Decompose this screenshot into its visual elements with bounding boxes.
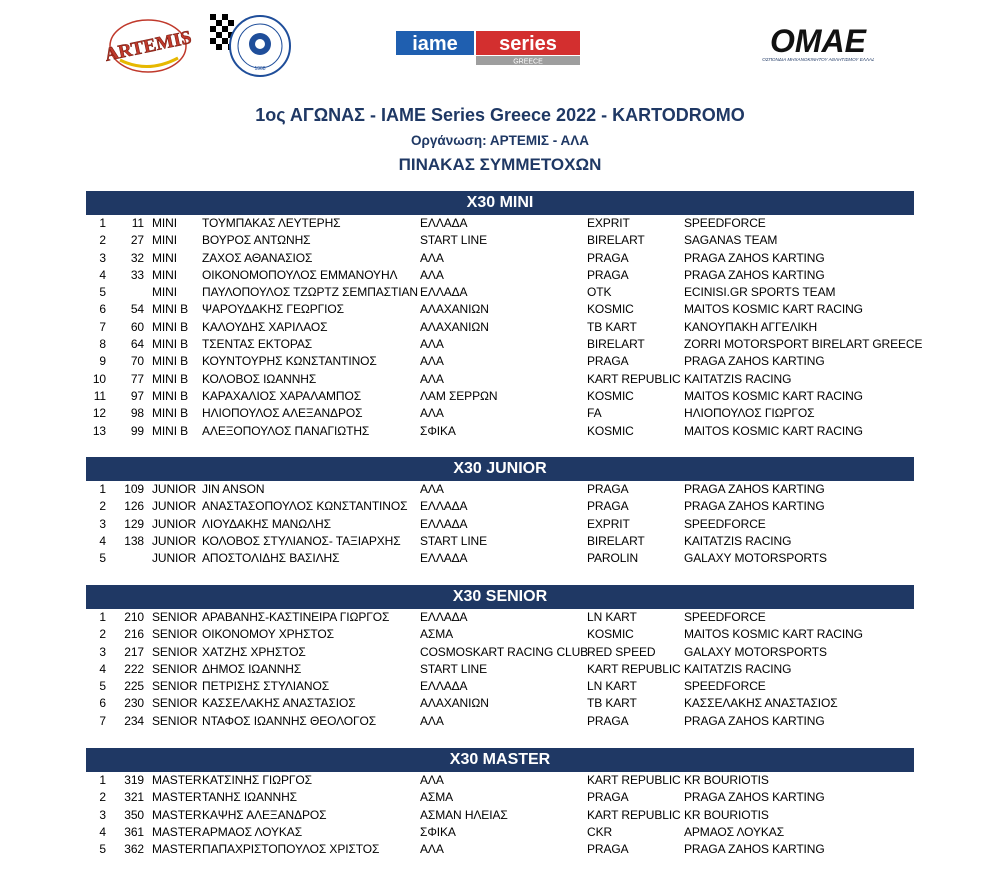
cell-chassis: KOSMIC [587,627,634,642]
cell-licence: ΑΛΑ [420,371,444,386]
cell-chassis: PAROLIN [587,551,639,566]
cell-class: SENIOR [152,627,198,642]
cell-chassis: EXPRIT [587,216,630,230]
table-row [86,353,914,370]
cell-chassis: PRAGA [587,250,629,265]
cell-chassis: KART REPUBLIC [587,371,681,386]
table-row [86,498,914,515]
cell-driver-name: ΗΛΙΟΠΟΥΛΟΣ ΑΛΕΞΑΝΔΡΟΣ [202,406,363,421]
table-row [86,405,914,422]
table-row [86,267,914,284]
cell-team: MAITOS KOSMIC KART RACING [684,627,863,642]
cell-race-number: 54 [130,302,144,317]
cell-class: MINI B [152,337,189,352]
cell-licence: ΑΛΑΧΑΝΙΩΝ [420,302,489,317]
cell-licence: ΕΛΛΑΔΑ [420,551,468,566]
cell-race-number: 97 [130,388,144,403]
cell-team: ECINISI.GR SPORTS TEAM [684,285,836,300]
cell-team: ΗΛΙΟΠΟΥΛΟΣ ΓΙΩΡΓΟΣ [684,406,815,421]
section-header: X30 MASTER [86,748,914,772]
cell-chassis: KOSMIC [587,423,634,438]
cell-race-number: 60 [130,319,144,334]
cell-chassis: PRAGA [587,354,629,369]
cell-class: SENIOR [152,661,198,676]
cell-race-number: 109 [124,482,144,496]
section-header: X30 SENIOR [86,585,914,609]
cell-race-number: 225 [124,679,144,694]
cell-driver-name: ΚΑΣΣΕΛΑΚΗΣ ΑΝΑΣΤΑΣΙΟΣ [202,696,356,711]
cell-driver-name: ΠΑΠΑΧΡΙΣΤΟΠΟΥΛΟΣ ΧΡΙΣΤΟΣ [202,842,380,857]
omae-logo [762,20,874,70]
table-row [86,371,914,388]
cell-licence: COSMOSKART RACING CLUB [420,644,589,659]
table-row [86,609,914,626]
section-x30-master [86,748,914,858]
cell-class: MASTER [152,842,202,857]
cell-position: 5 [99,285,106,300]
cell-chassis: BIRELART [587,533,645,548]
cell-driver-name: ΚΑΡΑΧΑΛΙΟΣ ΧΑΡΑΛΑΜΠΟΣ [202,388,362,403]
cell-team: SPEEDFORCE [684,216,766,230]
section-x30-junior [86,457,914,567]
cell-position: 3 [99,807,106,822]
cell-licence: ΑΛΑΧΑΝΙΩΝ [420,319,489,334]
cell-position: 1 [99,610,106,624]
cell-chassis: KOSMIC [587,302,634,317]
table-row [86,533,914,550]
cell-class: MINI [152,216,177,230]
svg-text:1968: 1968 [254,66,266,72]
cell-licence: ΑΣΜΑ [420,627,454,642]
cell-position: 11 [93,388,106,403]
cell-licence: START LINE [420,233,488,248]
cell-team: KAITATZIS RACING [684,533,792,548]
cell-team: PRAGA ZAHOS KARTING [684,790,825,805]
cell-chassis: KART REPUBLIC [587,807,681,822]
cell-position: 6 [99,696,106,711]
cell-race-number: 77 [130,371,144,386]
cell-driver-name: ΑΡΜΑΟΣ ΛΟΥΚΑΣ [202,824,303,839]
cell-chassis: PRAGA [587,482,629,496]
table-row [86,772,914,789]
cell-position: 4 [99,533,106,548]
cell-position: 1 [99,482,106,496]
cell-position: 5 [99,679,106,694]
table-row [86,284,914,301]
cell-race-number: 98 [130,406,144,421]
cell-licence: ΣΦΙΚΑ [420,824,456,839]
cell-team: MAITOS KOSMIC KART RACING [684,388,863,403]
svg-text:ARTEMIS: ARTEMIS [102,27,194,66]
cell-driver-name: ΑΝΑΣΤΑΣΟΠΟΥΛΟΣ ΚΩΝΣΤΑΝΤΙΝΟΣ [202,499,408,514]
cell-team: ΚΑΣΣΕΛΑΚΗΣ ΑΝΑΣΤΑΣΙΟΣ [684,696,838,711]
cell-race-number: 27 [130,233,144,248]
svg-text:GREECE: GREECE [513,58,543,66]
cell-licence: ΑΛΑ [420,713,444,728]
cell-class: MASTER [152,807,202,822]
cell-team: SPEEDFORCE [684,610,766,624]
cell-team: MAITOS KOSMIC KART RACING [684,302,863,317]
cell-race-number: 216 [124,627,144,642]
section-x30-senior [86,585,914,730]
cell-licence: ΕΛΛΑΔΑ [420,216,468,230]
cell-class: SENIOR [152,713,198,728]
cell-team: PRAGA ZAHOS KARTING [684,354,825,369]
cell-class: JUNIOR [152,551,197,566]
cell-class: MINI B [152,406,189,421]
cell-race-number: 234 [124,713,144,728]
cell-position: 8 [99,337,106,352]
cell-driver-name: ΟΙΚΟΝΟΜΟΥ ΧΡΗΣΤΟΣ [202,627,334,642]
cell-race-number: 362 [124,842,144,857]
table-row [86,301,914,318]
cell-class: MASTER [152,824,202,839]
cell-position: 10 [92,371,106,386]
cell-class: SENIOR [152,644,198,659]
cell-chassis: LN KART [587,679,637,694]
cell-position: 13 [92,423,106,438]
cell-chassis: PRAGA [587,267,629,282]
cell-team: PRAGA ZAHOS KARTING [684,267,825,282]
table-row [86,423,914,440]
cell-position: 9 [99,354,106,369]
cell-chassis: PRAGA [587,790,629,805]
table-row [86,319,914,336]
cell-class: SENIOR [152,610,198,624]
cell-class: SENIOR [152,696,198,711]
cell-driver-name: ΧΑΤΖΗΣ ΧΡΗΣΤΟΣ [202,644,306,659]
cell-driver-name: ΚΟΥΝΤΟΥΡΗΣ ΚΩΝΣΤΑΝΤΙΝΟΣ [202,354,377,369]
entry-list-title: ΠΙΝΑΚΑΣ ΣΥΜΜΕΤΟΧΩΝ [398,155,602,174]
cell-driver-name: ΨΑΡΟΥΔΑΚΗΣ ΓΕΩΡΓΙΟΣ [202,302,344,317]
cell-team: KAITATZIS RACING [684,371,792,386]
cell-team: KR BOURIOTIS [684,807,769,822]
cell-licence: ΕΛΛΑΔΑ [420,285,468,300]
cell-race-number: 32 [130,250,144,265]
cell-class: MINI B [152,371,189,386]
table-row [86,841,914,858]
cell-class: MINI B [152,388,189,403]
cell-licence: ΑΛΑ [420,354,444,369]
cell-position: 6 [99,302,106,317]
cell-class: MINI B [152,302,189,317]
cell-licence: ΑΛΑ [420,482,444,496]
cell-position: 2 [99,790,106,805]
cell-chassis: FA [587,406,602,421]
cell-team: PRAGA ZAHOS KARTING [684,842,825,857]
cell-team: KAITATZIS RACING [684,661,792,676]
table-row [86,644,914,661]
cell-driver-name: ΝΤΑΦΟΣ ΙΩΑΝΝΗΣ ΘΕΟΛΟΓΟΣ [202,713,377,728]
cell-class: MASTER [152,773,202,787]
cell-driver-name: ΠΕΤΡΙΣΗΣ ΣΤΥΛΙΑΝΟΣ [202,679,330,694]
cell-team: GALAXY MOTORSPORTS [684,551,827,566]
cell-race-number: 210 [124,610,144,624]
cell-driver-name: ΤΑΝΗΣ ΙΩΑΝΝΗΣ [202,790,297,805]
svg-text:OMAE: OMAE [770,23,866,59]
cell-race-number: 129 [124,516,144,531]
cell-driver-name: ΚΑΛΟΥΔΗΣ ΧΑΡΙΛΑΟΣ [202,319,328,334]
artemis-logo [100,16,196,76]
cell-team: KR BOURIOTIS [684,773,769,787]
cell-licence: ΛΑΜ ΣΕΡΡΩΝ [420,388,498,403]
cell-race-number: 70 [130,354,144,369]
cell-licence: ΣΦΙΚΑ [420,423,456,438]
cell-class: JUNIOR [152,533,197,548]
cell-driver-name: ΚΟΛΟΒΟΣ ΙΩΑΝΝΗΣ [202,371,317,386]
cell-team: ΚΑΝΟΥΠΑΚΗ ΑΓΓΕΛΙΚΗ [684,319,818,334]
cell-race-number: 361 [124,824,144,839]
iame-series-logo [396,27,580,67]
cell-team: SPEEDFORCE [684,679,766,694]
cell-position: 7 [99,713,106,728]
cell-chassis: BIRELART [587,233,645,248]
cell-chassis: TB KART [587,319,637,334]
cell-licence: ΑΛΑΧΑΝΙΩΝ [420,696,489,711]
table-row [86,789,914,806]
cell-race-number: 138 [124,533,144,548]
table-row [86,481,914,498]
table-row [86,807,914,824]
cell-race-number: 33 [130,267,144,282]
cell-licence: ΑΣΜΑ [420,790,454,805]
cell-position: 3 [99,644,106,659]
cell-race-number: 350 [124,807,144,822]
cell-licence: ΑΛΑ [420,773,444,787]
svg-text:series: series [499,33,557,55]
section-header: X30 JUNIOR [86,457,914,481]
table-row [86,232,914,249]
cell-chassis: PRAGA [587,713,629,728]
organizer-line: Οργάνωση: ΑΡΤΕΜΙΣ - ΑΛΑ [411,133,589,148]
cell-class: MINI B [152,354,189,369]
cell-class: JUNIOR [152,516,197,531]
cell-position: 5 [99,551,106,566]
cell-licence: ΑΣΜΑΝ ΗΛΕΙΑΣ [420,807,508,822]
table-row [86,215,914,232]
cell-position: 2 [99,499,106,514]
event-title: 1ος ΑΓΩΝΑΣ - IAME Series Greece 2022 - KARTODROMO [255,105,745,125]
table-row [86,678,914,695]
table-row [86,388,914,405]
cell-chassis: PRAGA [587,842,629,857]
cell-position: 4 [99,824,106,839]
cell-position: 2 [99,233,106,248]
table-row [86,626,914,643]
cell-licence: ΑΛΑ [420,842,444,857]
cell-team: PRAGA ZAHOS KARTING [684,713,825,728]
cell-licence: ΑΛΑ [420,406,444,421]
cell-driver-name: ΑΡΑΒΑΝΗΣ-ΚΑΣΤΙΝΕΙΡΑ ΓΙΩΡΓΟΣ [202,610,390,624]
cell-team: PRAGA ZAHOS KARTING [684,482,825,496]
cell-driver-name: ΤΟΥΜΠΑΚΑΣ ΛΕΥΤΕΡΗΣ [202,216,341,230]
cell-driver-name: ΚΑΤΣΙΝΗΣ ΓΙΩΡΓΟΣ [202,773,312,787]
cell-race-number: 64 [130,337,144,352]
cell-licence: START LINE [420,661,488,676]
cell-chassis: TB KART [587,696,637,711]
cell-race-number: 321 [124,790,144,805]
cell-position: 2 [99,627,106,642]
cell-race-number: 126 [124,499,144,514]
cell-driver-name: JIN ANSON [202,482,265,496]
cell-licence: ΑΛΑ [420,267,444,282]
table-row [86,550,914,567]
ala-club-logo [208,10,296,82]
cell-class: MINI [152,267,177,282]
cell-driver-name: ΠΑΥΛΟΠΟΥΛΟΣ ΤΖΩΡΤΖ ΣΕΜΠΑΣΤΙΑΝ [202,285,418,300]
cell-position: 5 [99,842,106,857]
cell-chassis: PRAGA [587,499,629,514]
cell-driver-name: ΚΑΨΗΣ ΑΛΕΞΑΝΔΡΟΣ [202,807,327,822]
cell-race-number: 319 [124,773,144,787]
cell-position: 4 [99,267,106,282]
cell-team: MAITOS KOSMIC KART RACING [684,423,863,438]
cell-driver-name: ΛΙΟΥΔΑΚΗΣ ΜΑΝΩΛΗΣ [202,516,331,531]
cell-driver-name: ΑΠΟΣΤΟΛΙΔΗΣ ΒΑΣΙΛΗΣ [202,551,340,566]
cell-race-number: 11 [131,216,144,230]
cell-chassis: LN KART [587,610,637,624]
cell-licence: ΕΛΛΑΔΑ [420,499,468,514]
cell-licence: ΑΛΑ [420,337,444,352]
cell-driver-name: ΤΣΕΝΤΑΣ ΕΚΤΟΡΑΣ [202,337,313,352]
cell-race-number: 217 [124,644,144,659]
cell-driver-name: ΟΙΚΟΝΟΜΟΠΟΥΛΟΣ ΕΜΜΑΝΟΥΗΛ [202,267,398,282]
cell-class: MINI [152,285,177,300]
cell-position: 1 [99,216,106,230]
cell-position: 4 [99,661,106,676]
cell-class: MINI B [152,423,189,438]
cell-chassis: OTK [587,285,612,300]
cell-position: 7 [99,319,106,334]
cell-class: MINI [152,233,177,248]
cell-chassis: KOSMIC [587,388,634,403]
cell-position: 3 [99,516,106,531]
table-row [86,695,914,712]
cell-class: MINI [152,250,177,265]
section-x30-mini [86,191,923,440]
cell-team: PRAGA ZAHOS KARTING [684,250,825,265]
cell-team: PRAGA ZAHOS KARTING [684,499,825,514]
cell-licence: ΑΛΑ [420,250,444,265]
cell-driver-name: ΒΟΥΡΟΣ ΑΝΤΩΝΗΣ [202,233,311,248]
cell-position: 3 [99,250,106,265]
svg-text:iame: iame [412,33,458,55]
cell-chassis: KART REPUBLIC [587,773,681,787]
cell-class: JUNIOR [152,482,197,496]
cell-class: MASTER [152,790,202,805]
cell-chassis: EXPRIT [587,516,630,531]
cell-driver-name: ΚΟΛΟΒΟΣ ΣΤΥΛΙΑΝΟΣ- ΤΑΞΙΑΡΧΗΣ [202,533,401,548]
cell-race-number: 99 [130,423,144,438]
section-header: X30 MINI [86,191,914,215]
cell-driver-name: ΑΛΕΞΟΠΟΥΛΟΣ ΠΑΝΑΓΙΩΤΗΣ [202,423,370,438]
cell-driver-name: ΖΑΧΟΣ ΑΘΑΝΑΣΙΟΣ [202,250,313,265]
cell-team: ΑΡΜΑΟΣ ΛΟΥΚΑΣ [684,824,785,839]
cell-chassis: CKR [587,824,613,839]
cell-team: ZORRI MOTORSPORT BIRELART GREECE [684,337,923,352]
cell-chassis: KART REPUBLIC [587,661,681,676]
cell-chassis: RED SPEED [587,644,656,659]
table-row [86,661,914,678]
cell-class: MINI B [152,319,189,334]
cell-team: SAGANAS TEAM [684,233,778,248]
cell-driver-name: ΔΗΜΟΣ ΙΩΑΝΝΗΣ [202,661,302,676]
cell-class: SENIOR [152,679,198,694]
table-row [86,336,923,353]
cell-licence: ΕΛΛΑΔΑ [420,610,468,624]
cell-team: GALAXY MOTORSPORTS [684,644,827,659]
cell-chassis: BIRELART [587,337,645,352]
cell-licence: START LINE [420,533,488,548]
cell-position: 12 [92,406,106,421]
cell-team: SPEEDFORCE [684,516,766,531]
table-row [86,516,914,533]
cell-race-number: 230 [124,696,144,711]
cell-position: 1 [99,773,106,787]
cell-race-number: 222 [124,661,144,676]
cell-licence: ΕΛΛΑΔΑ [420,679,468,694]
table-row [86,250,914,267]
table-row [86,824,914,841]
cell-licence: ΕΛΛΑΔΑ [420,516,468,531]
table-row [86,713,914,730]
cell-class: JUNIOR [152,499,197,514]
svg-text:ΟΜΟΣΠΟΝΔΙΑ ΜΗΧΑΝΟΚΙΝΗΤΟΥ ΑΘΛΗΤ: ΟΣΠΟΝΔΙΑ ΜΗΧΑΝΟΚΙΝΗΤΟΥ ΑΘΛΗΤΙΣΜΟΥ ΕΛΛΑ [762,57,872,62]
